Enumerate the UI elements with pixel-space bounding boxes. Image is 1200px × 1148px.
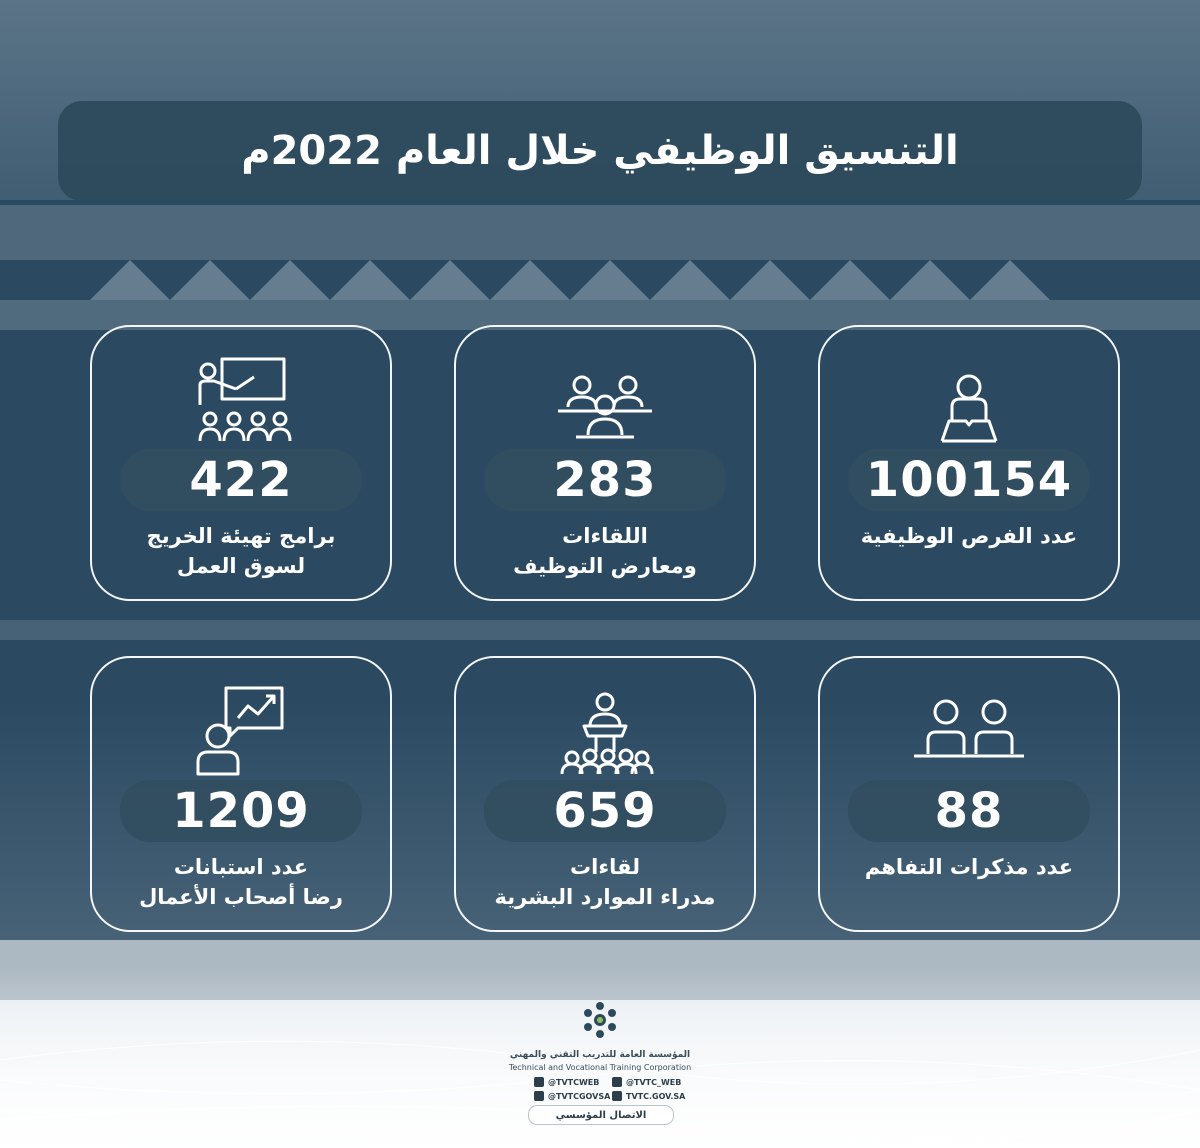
stat-card-graduate-programs [90,325,392,601]
stat-card-job-opportunities [818,325,1120,601]
org-name-english: Technical and Vocational Training Corporation [508,1063,692,1072]
stat-label: برامج تهيئة الخريج لسوق العمل [146,524,336,578]
person-desk-icon [914,345,1024,455]
youtube-icon [534,1091,544,1101]
youtube-handle[interactable]: @TVTCGOVSA [534,1091,610,1101]
org-name-arabic: المؤسسة العامة للتدريب التقني والمهني [509,1050,691,1060]
person-chart-icon [186,676,296,786]
presentation-audience-icon [186,345,296,455]
stat-number: 422 [120,449,362,511]
meeting-group-icon [550,345,660,455]
stat-number: 100154 [848,449,1090,511]
globe-icon [612,1091,622,1101]
stat-label: اللقاءات ومعارض التوظيف [513,524,697,578]
tvtc-logo [578,998,622,1042]
stat-label: عدد الفرص الوظيفية [860,524,1078,548]
two-people-agreement-icon [914,676,1024,786]
instagram-icon [612,1077,622,1087]
title-banner [58,101,1142,201]
instagram-handle[interactable]: @TVTC_WEB [612,1077,681,1087]
page-title: التنسيق الوظيفي خلال العام 2022م [241,128,959,174]
stat-number: 88 [848,780,1090,842]
stat-number: 1209 [120,780,362,842]
stat-card-mou [818,656,1120,932]
stat-card-hr-meetings [454,656,756,932]
stat-card-meetings-fairs [454,325,756,601]
stat-label: لقاءات مدراء الموارد البشرية [494,855,716,909]
twitter-icon [534,1077,544,1087]
contact-label: الاتصال المؤسسي [528,1105,674,1125]
stat-label: عدد استبانات رضا أصحاب الأعمال [139,855,343,909]
stat-number: 659 [484,780,726,842]
website-link[interactable]: TVTC.GOV.SA [612,1091,685,1101]
speaker-podium-icon [550,676,660,786]
stat-number: 283 [484,449,726,511]
stat-label: عدد مذكرات التفاهم [864,855,1074,879]
twitter-handle[interactable]: @TVTCWEB [534,1077,599,1087]
stat-card-employer-surveys [90,656,392,932]
footer [0,990,1200,1148]
